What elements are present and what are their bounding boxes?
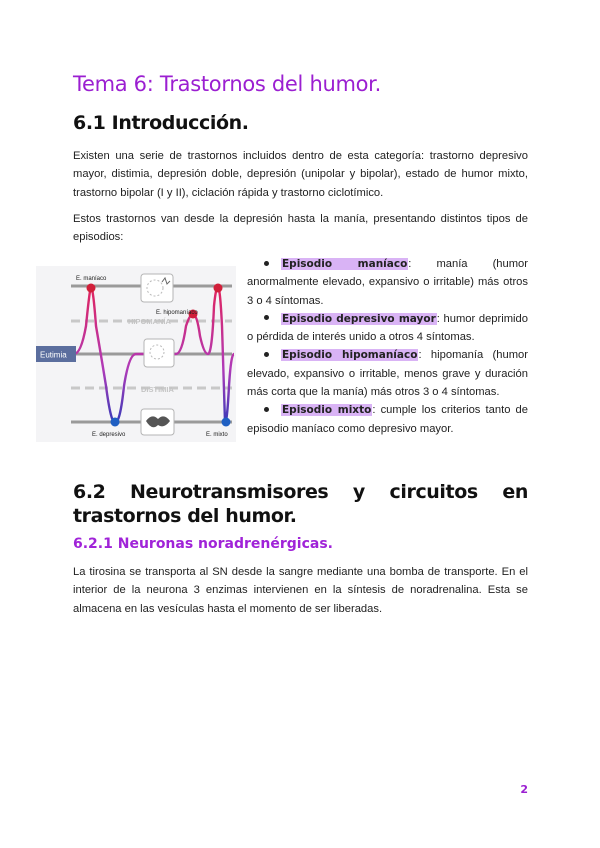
mixto-top-point: [214, 284, 223, 293]
mixto-bottom-point: [222, 418, 231, 427]
episode-term: Episodio depresivo mayor: [282, 312, 436, 325]
episode-term: Episodio hipomaníaco: [282, 349, 418, 362]
intro-paragraph: Existen una serie de trastornos incluidos dentro de esta categoría: trastorno depresivo mayor, distimia, depresión doble, depresión (unipolar y bipolar), estado de humor mixto, trastorno bipolar (I y II), ciclación rápida y trastorno ciclotímico.: [73, 150, 528, 199]
episode-term: Episodio mixto: [282, 404, 372, 417]
episode-term: Episodio maníaco: [282, 258, 408, 270]
depresivo-point: [111, 418, 120, 427]
section-heading-introduccion: 6.1 Introducción.: [73, 112, 249, 134]
page-number: 2: [520, 783, 528, 796]
episode-description: : manía (humor anormalmente elevado, expansivo o irritable) más otros 3 o 4 síntomas.: [247, 258, 529, 307]
depresivo-label: E. depresivo: [92, 432, 126, 438]
list-item: [247, 310, 528, 347]
episode-description: : cumple los criterios tanto de episodio maníaco como depresivo mayor.: [247, 404, 529, 435]
episode-description: : hipomanía (humor elevado, expansivo o irritable, menos grave y duración más corta que la manía) más otros 3 o 4 síntomas.: [247, 349, 528, 399]
eutimia-sketch-icon: [144, 339, 174, 367]
list-item: [247, 346, 528, 401]
maniaco-point: [87, 284, 96, 293]
maniaco-label: E. maníaco: [76, 276, 107, 282]
episodes-intro-paragraph: Estos trastornos van desde la depresión hasta la manía, presentando distintos tipos de episodios:: [73, 213, 528, 244]
document-title: Tema 6: Trastornos del humor.: [73, 72, 381, 96]
bullet-icon: [264, 261, 269, 266]
distimia-label: DISTIMIA: [141, 385, 174, 394]
hipomania-label: HIPOMANÍA: [128, 317, 171, 326]
mania-sketch-icon: [141, 274, 173, 302]
list-item: [247, 255, 528, 310]
subsection-heading-noradrenergicas: 6.2.1 Neuronas noradrenérgicas.: [73, 536, 333, 552]
mixto-label: E. mixto: [206, 432, 228, 438]
bullet-icon: [264, 407, 269, 412]
list-item: [247, 401, 528, 438]
bullet-icon: [264, 315, 269, 320]
episode-description: : humor deprimido o pérdida de interés unido a otros 4 síntomas.: [247, 312, 528, 344]
eutimia-label: Eutimia: [40, 350, 67, 360]
mood-episodes-diagram: [36, 266, 236, 442]
bullet-icon: [264, 352, 269, 357]
noradrenergic-paragraph: La tirosina se transporta al SN desde la sangre mediante una bomba de transporte. En el interior de la neurona 3 enzimas intervienen en la síntesis de noradrenalina. Esta se almacena en las vesículas hasta el momento de ser liberadas.: [73, 566, 528, 615]
section-heading-neurotransmisores: 6.2 Neurotransmisores y circuitos en trastornos del humor.: [73, 481, 528, 527]
episodes-list: [247, 255, 528, 438]
hipomaniaco-label: E. hipomaníaco: [156, 310, 198, 316]
